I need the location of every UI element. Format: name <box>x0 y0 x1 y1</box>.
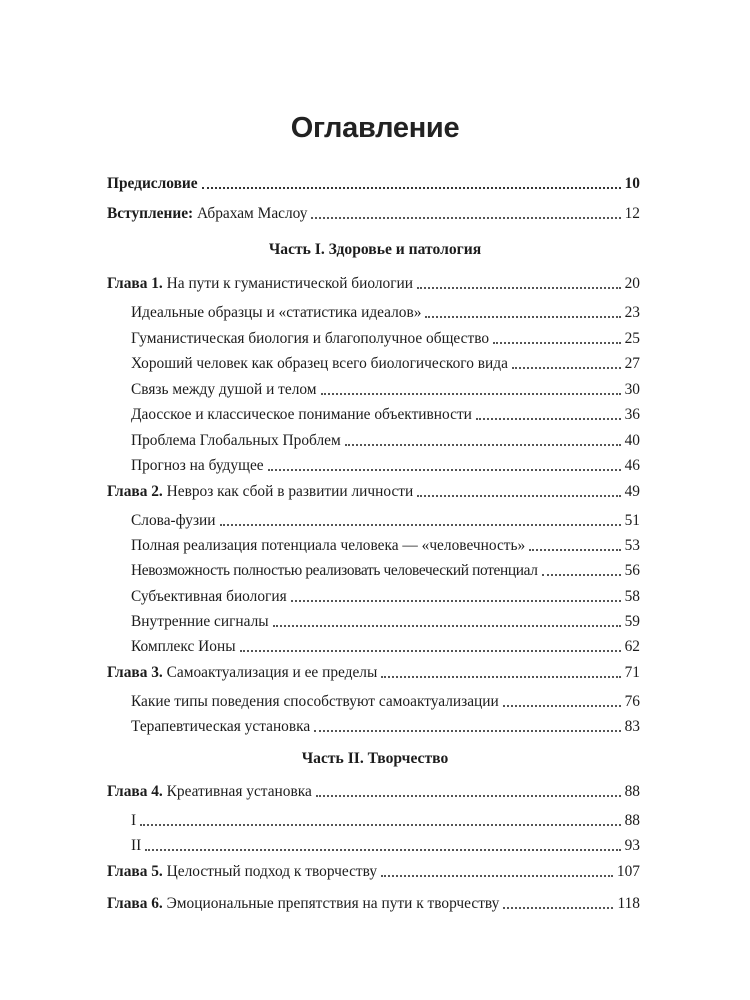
toc-entry-label: Глава 2. Невроз как сбой в развитии личности <box>107 483 414 500</box>
toc-entry-label: Комплекс Ионы <box>131 638 236 655</box>
toc-entry-label: Слова-фузии <box>131 512 216 529</box>
toc-page-number: 27 <box>624 355 640 372</box>
dot-leader <box>321 393 621 395</box>
toc-entry-label: Прогноз на будущее <box>131 457 264 474</box>
toc-page-number: 53 <box>624 537 640 554</box>
dot-leader <box>345 444 621 446</box>
toc-page-number: 12 <box>624 205 640 222</box>
toc-entry-intro[interactable] <box>0 199 640 223</box>
part-heading: Часть II. Творчество <box>301 750 449 767</box>
dot-leader <box>145 849 620 851</box>
toc-entry-section[interactable] <box>0 400 640 424</box>
toc-entry-section[interactable] <box>0 632 640 656</box>
toc-entry-label: Внутренние сигналы <box>131 613 269 630</box>
toc-page-number: 88 <box>624 783 640 800</box>
toc-page-number: 25 <box>624 330 640 347</box>
toc-entry-chapter[interactable] <box>0 269 640 293</box>
dot-leader <box>425 316 620 318</box>
toc-page-number: 118 <box>617 895 640 912</box>
toc-page-number: 10 <box>624 175 640 192</box>
toc-page-number: 107 <box>616 863 640 880</box>
toc-entry-label: Полная реализация потенциала человека — «человечность» <box>131 537 526 554</box>
toc-entry-label: Вступление: Абрахам Маслоу <box>107 205 308 222</box>
toc-page-number: 76 <box>624 693 640 710</box>
toc-entry-label: Проблема Глобальных Проблем <box>131 432 341 449</box>
dot-leader <box>381 676 620 678</box>
toc-entry-section[interactable] <box>0 687 640 711</box>
toc-entry-section[interactable] <box>0 712 640 736</box>
toc-entry-label: Хороший человек как образец всего биологического вида <box>131 355 508 372</box>
toc-entry-label: I <box>131 812 137 829</box>
toc-entry-chapter[interactable] <box>0 658 640 682</box>
toc-entry-chapter[interactable] <box>0 777 640 801</box>
toc-page-number: 58 <box>624 588 640 605</box>
toc-page-number: 62 <box>624 638 640 655</box>
dot-leader <box>503 705 621 707</box>
dot-leader <box>417 287 621 289</box>
toc-entry-label: Идеальные образцы и «статистика идеалов» <box>131 304 422 321</box>
dot-leader <box>316 795 621 797</box>
dot-leader <box>542 574 621 576</box>
dot-leader <box>417 495 620 497</box>
toc-entry-chapter[interactable] <box>0 857 640 881</box>
toc-entry-label: Предисловие <box>107 175 198 192</box>
toc-page-number: 40 <box>624 432 640 449</box>
toc-page-number: 71 <box>624 664 640 681</box>
toc-page-number: 30 <box>624 381 640 398</box>
toc-entry-section[interactable] <box>0 349 640 373</box>
page-title: Оглавление <box>290 112 460 144</box>
dot-leader <box>240 650 621 652</box>
dot-leader <box>311 217 620 219</box>
toc-entry-section[interactable] <box>0 426 640 450</box>
toc-page-number: 23 <box>624 304 640 321</box>
toc-entry-label: Глава 4. Креативная установка <box>107 783 312 800</box>
toc-entry-label: Глава 6. Эмоциональные препятствия на пути к творчеству <box>107 895 500 912</box>
toc-page-number: 51 <box>624 512 640 529</box>
toc-page-number: 56 <box>624 562 640 579</box>
toc-entry-label: II <box>131 837 142 854</box>
toc-entry-section[interactable] <box>0 556 640 580</box>
toc-entry-section[interactable] <box>0 582 640 606</box>
toc-entry-section[interactable] <box>0 298 640 322</box>
toc-entry-label: Глава 1. На пути к гуманистической биологии <box>107 275 414 292</box>
toc-entry-label: Глава 3. Самоактуализация и ее пределы <box>107 664 378 681</box>
toc-entry-section[interactable] <box>0 324 640 348</box>
dot-leader <box>381 875 613 877</box>
dot-leader <box>268 469 621 471</box>
toc-entry-label: Невозможность полностью реализовать человеческий потенциал <box>131 562 538 579</box>
toc-entry-section[interactable] <box>0 806 640 830</box>
toc-entry-section[interactable] <box>0 506 640 530</box>
dot-leader <box>503 907 613 909</box>
toc-page-number: 83 <box>624 718 640 735</box>
dot-leader <box>291 600 621 602</box>
dot-leader <box>202 187 621 189</box>
dot-leader <box>140 824 620 826</box>
dot-leader <box>273 625 621 627</box>
toc-entry-section[interactable] <box>0 607 640 631</box>
toc-entry-chapter[interactable] <box>0 889 640 913</box>
toc-entry-section[interactable] <box>0 375 640 399</box>
dot-leader <box>512 367 621 369</box>
toc-entry-chapter[interactable] <box>0 477 640 501</box>
toc-page-number: 59 <box>624 613 640 630</box>
dot-leader <box>314 730 620 732</box>
toc-entry-label: Гуманистическая биология и благополучное общество <box>131 330 490 347</box>
toc-entry-label: Какие типы поведения способствуют самоактуализации <box>131 693 499 710</box>
toc-entry-label: Глава 5. Целостный подход к творчеству <box>107 863 378 880</box>
dot-leader <box>476 418 621 420</box>
toc-entry-preface[interactable] <box>0 169 640 193</box>
toc-page-number: 49 <box>624 483 640 500</box>
toc-page-number: 36 <box>624 406 640 423</box>
toc-entry-label: Субъективная биология <box>131 588 287 605</box>
toc-entry-section[interactable] <box>0 531 640 555</box>
toc-entry-label: Терапевтическая установка <box>131 718 311 735</box>
dot-leader <box>493 342 621 344</box>
toc-entry-section[interactable] <box>0 831 640 855</box>
dot-leader <box>529 549 620 551</box>
toc-page-number: 93 <box>624 837 640 854</box>
toc-entry-section[interactable] <box>0 451 640 475</box>
dot-leader <box>220 524 621 526</box>
toc-page-number: 20 <box>624 275 640 292</box>
toc-entry-label: Связь между душой и телом <box>131 381 317 398</box>
toc-entry-label: Даосское и классическое понимание объективности <box>131 406 472 423</box>
part-heading: Часть I. Здоровье и патология <box>268 241 482 258</box>
toc-page-number: 46 <box>624 457 640 474</box>
toc-page-number: 88 <box>624 812 640 829</box>
